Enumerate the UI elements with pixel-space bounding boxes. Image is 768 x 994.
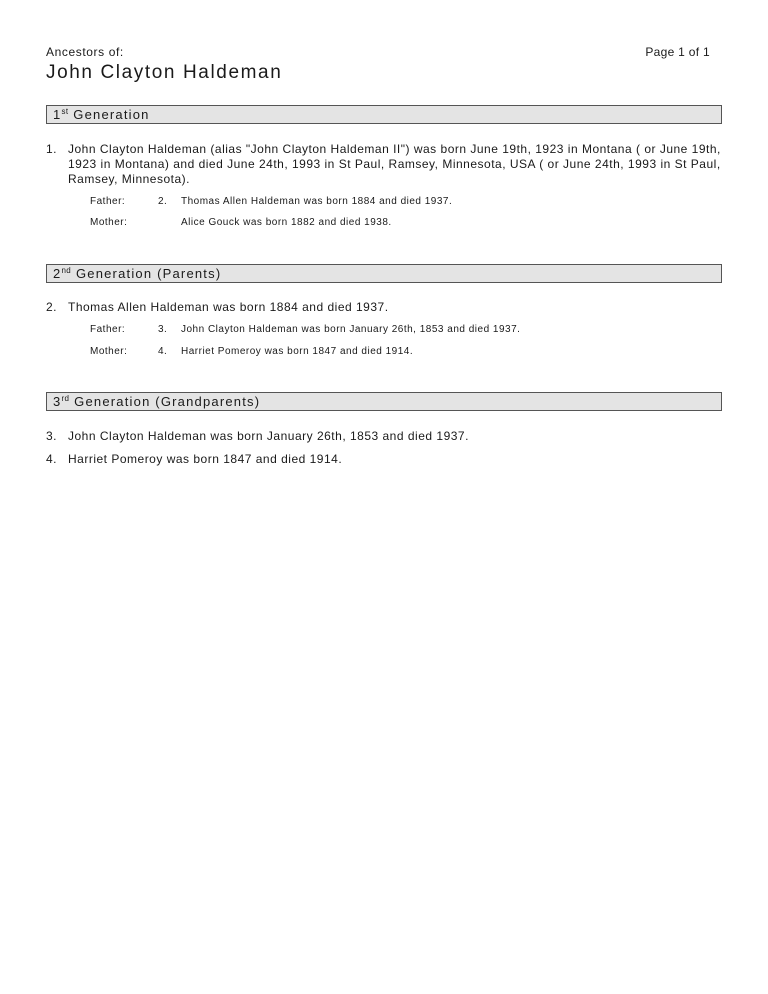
father-row (0, 323, 768, 336)
generation-ordinal: 3 (53, 394, 62, 409)
ancestors-of-label: Ancestors of: (46, 45, 124, 59)
father-number: 3. (158, 324, 168, 335)
generation-label: Generation (Parents) (75, 266, 222, 281)
person-description: Harriet Pomeroy was born 1847 and died 1914. (68, 452, 343, 466)
generation-ordinal: 1 (53, 107, 62, 122)
mother-number: 4. (158, 346, 168, 357)
father-description: Thomas Allen Haldeman was born 1884 and died 1937. (181, 196, 453, 207)
mother-row (0, 345, 768, 358)
father-label: Father: (90, 196, 126, 207)
person-description: Thomas Allen Haldeman was born 1884 and died 1937. (68, 300, 389, 314)
generation-label: Generation (Grandparents) (74, 394, 261, 409)
generation-ordinal-suffix: rd (61, 394, 70, 403)
generation-ordinal-suffix: st (61, 107, 69, 116)
mother-label: Mother: (90, 217, 128, 228)
generation-label: Generation (73, 107, 150, 122)
father-description: John Clayton Haldeman was born January 26th, 1853 and died 1937. (181, 324, 521, 335)
generation-3-header (46, 392, 722, 411)
person-number: 4. (46, 452, 58, 466)
generation-ordinal-suffix: nd (61, 266, 72, 275)
mother-label: Mother: (90, 346, 128, 357)
person-number: 3. (46, 429, 58, 443)
person-number: 2. (46, 300, 58, 314)
mother-row (0, 216, 768, 229)
person-entry-4 (46, 452, 722, 467)
page-number: Page 1 of 1 (645, 45, 710, 59)
person-entry-2 (46, 300, 722, 315)
person-entry-1 (46, 142, 722, 187)
mother-description: Harriet Pomeroy was born 1847 and died 1914. (181, 346, 414, 357)
page-title: John Clayton Haldeman (46, 62, 283, 83)
generation-1-header (46, 105, 722, 124)
person-number: 1. (46, 142, 58, 156)
person-entry-3 (46, 429, 722, 444)
generation-2-header (46, 264, 722, 283)
father-row (0, 195, 768, 208)
father-label: Father: (90, 324, 126, 335)
person-description: John Clayton Haldeman (alias "John Clayton Haldeman II") was born June 19th, 1923 in Montana ( or June 19th, 1923 in Montana) and died June 24th, 1993 in St Paul, Ramsey, Minnesota, USA ( or June 24th, 1993 in St Paul, Ramsey, Minnesota). (68, 142, 721, 186)
person-description: John Clayton Haldeman was born January 26th, 1853 and died 1937. (68, 429, 469, 443)
father-number: 2. (158, 196, 168, 207)
mother-description: Alice Gouck was born 1882 and died 1938. (181, 217, 392, 228)
generation-ordinal: 2 (53, 266, 62, 281)
